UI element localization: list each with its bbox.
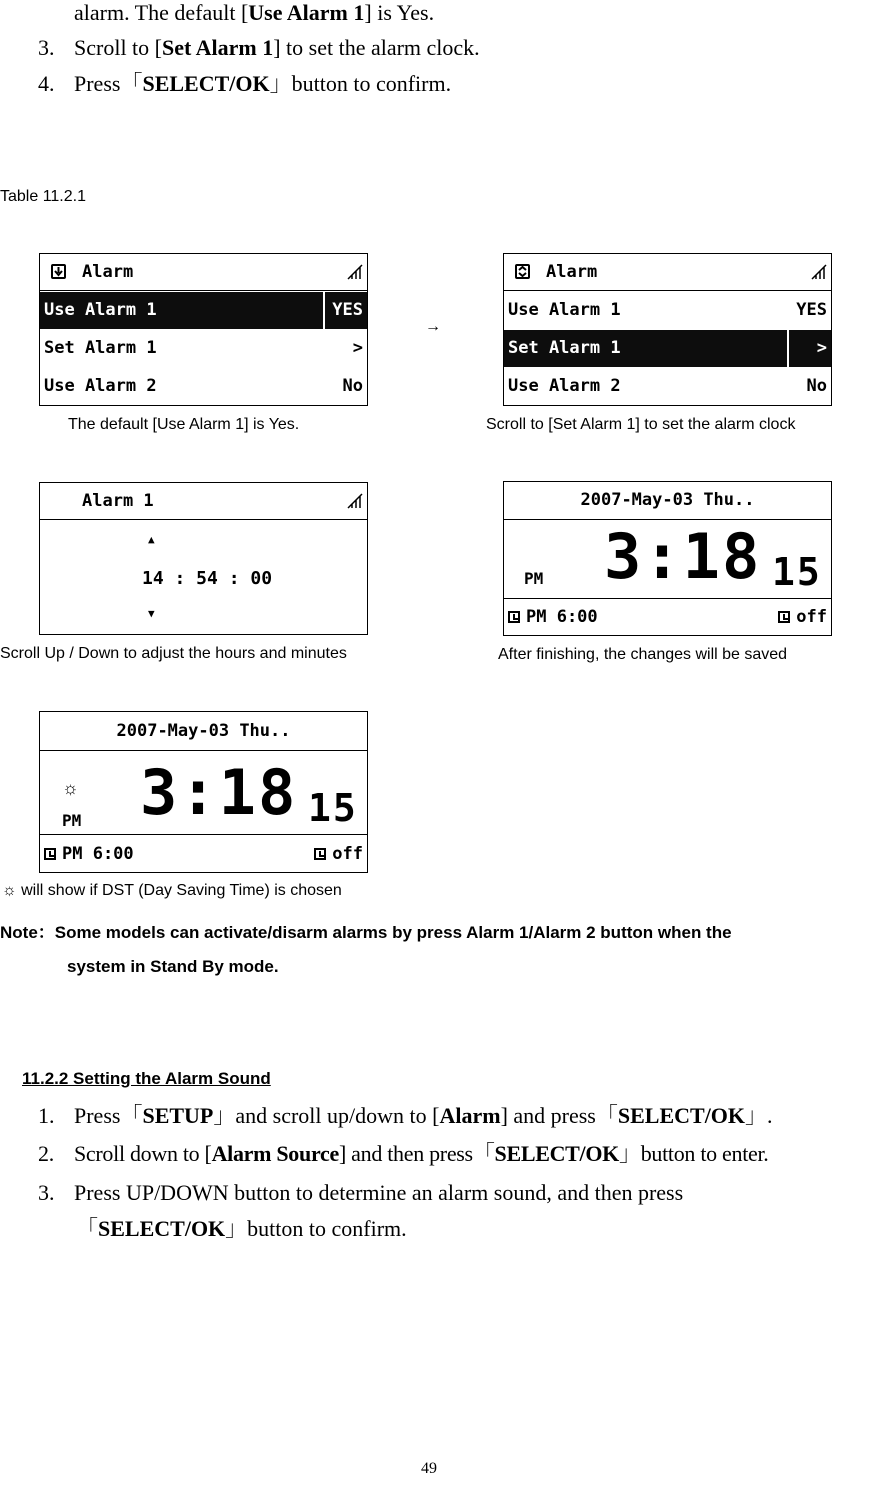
- row-value: >: [816, 338, 827, 358]
- row-value: >: [352, 338, 363, 358]
- menu-row-use-alarm-2[interactable]: [504, 368, 831, 405]
- alarm-1-status: [44, 844, 134, 864]
- signal-icon: [347, 493, 363, 509]
- text: Scroll to [: [74, 35, 162, 60]
- clock-icon: [778, 611, 790, 623]
- caption-screen-2: Scroll to [Set Alarm 1] to set the alarm clock: [486, 416, 796, 433]
- row-label: Set Alarm 1: [508, 338, 621, 358]
- text: ] and then press「: [338, 1141, 495, 1166]
- text: Press「: [74, 1103, 143, 1128]
- signal-icon: [347, 264, 363, 280]
- alarm-1-status: [508, 607, 598, 627]
- date-display: 2007-May-03 Thu..: [504, 482, 831, 520]
- text: ] to set the alarm clock.: [273, 35, 480, 60]
- section-step-1: [38, 1103, 773, 1129]
- screen-header: [40, 483, 367, 520]
- text: Press UP/DOWN button to determine an alarm sound, and then press: [74, 1180, 684, 1205]
- table-label: Table 11.2.1: [0, 188, 86, 205]
- alarm-1-time-screen: [39, 482, 368, 635]
- text: SELECT/OK: [617, 1103, 746, 1128]
- text: 」button to enter.: [619, 1141, 769, 1166]
- menu-row-use-alarm-2[interactable]: [40, 368, 367, 405]
- text: SETUP: [142, 1103, 214, 1128]
- row-label: Use Alarm 2: [508, 376, 621, 396]
- section-step-3: [38, 1180, 683, 1206]
- caption-screen-4: After finishing, the changes will be saved: [498, 646, 788, 663]
- text: Alarm: [439, 1103, 501, 1128]
- standby-clock-dst-screen: [39, 711, 368, 873]
- caption-screen-1: The default [Use Alarm 1] is Yes.: [68, 416, 300, 433]
- ampm-indicator: PM: [524, 569, 544, 588]
- alarm-2-state: off: [332, 844, 363, 864]
- down-arrow-icon[interactable]: ▼: [148, 607, 155, 620]
- dst-sun-icon: ☼: [2, 882, 17, 899]
- note-line-2: system in Stand By mode.: [67, 957, 279, 976]
- arrow-right: →: [425, 318, 441, 335]
- step-number: 1.: [38, 1103, 55, 1128]
- row-value: YES: [796, 300, 827, 320]
- text: Scroll down to [: [74, 1141, 212, 1166]
- alarm-1-time: PM 6:00: [526, 607, 598, 627]
- ampm-indicator: PM: [62, 811, 82, 830]
- text: 」.: [745, 1103, 773, 1128]
- clock-icon: [44, 848, 56, 860]
- page-number: 49: [421, 1460, 437, 1477]
- menu-row-set-alarm-1[interactable]: [504, 330, 831, 367]
- clock-seconds: 15: [308, 786, 358, 830]
- text: 」button to confirm.: [225, 1216, 407, 1241]
- text: 「: [76, 1216, 99, 1241]
- step-4: [38, 71, 451, 97]
- text: SELECT/OK: [494, 1141, 619, 1166]
- text: Alarm Source: [211, 1141, 339, 1166]
- step-number: 3.: [38, 1180, 55, 1205]
- row-label: Use Alarm 2: [44, 376, 157, 396]
- up-arrow-icon[interactable]: ▲: [148, 533, 155, 546]
- divider: [40, 834, 367, 835]
- down-arrow-box-icon: [51, 264, 66, 279]
- divider: [504, 598, 831, 599]
- section-step-3-cont: [76, 1216, 407, 1242]
- text: alarm. The default [: [74, 0, 249, 25]
- row-label: Set Alarm 1: [44, 338, 157, 358]
- caption-screen-5: [2, 882, 342, 900]
- text: 」and scroll up/down to [: [213, 1103, 440, 1128]
- row-label: Use Alarm 1: [44, 300, 157, 320]
- row-label: Use Alarm 1: [508, 300, 621, 320]
- screen-title: Alarm: [546, 262, 598, 282]
- step-number: 2.: [38, 1141, 54, 1166]
- divider: [323, 292, 325, 329]
- clock-icon: [508, 611, 520, 623]
- menu-row-set-alarm-1[interactable]: [40, 330, 367, 367]
- text: Press「: [74, 71, 143, 96]
- caption-screen-3: Scroll Up / Down to adjust the hours and minutes: [0, 645, 347, 662]
- alarm-menu-screen-default: [39, 253, 368, 406]
- screen-header: [504, 254, 831, 291]
- alarm-time-value[interactable]: 14 : 54 : 00: [142, 568, 273, 589]
- step-3: [38, 35, 480, 61]
- caption-text: will show if DST (Day Saving Time) is chosen: [21, 882, 342, 899]
- note-line-1: Note：Some models can activate/disarm alarms by press Alarm 1/Alarm 2 button when the: [0, 923, 732, 942]
- text: SELECT/OK: [142, 71, 270, 96]
- step-number: 3.: [38, 35, 55, 60]
- text: ] is Yes.: [364, 0, 435, 25]
- alarm-2-state: off: [796, 607, 827, 627]
- row-value: YES: [332, 300, 363, 320]
- row-value: No: [806, 376, 827, 396]
- dst-sun-icon: ☼: [62, 778, 79, 798]
- text: SELECT/OK: [98, 1216, 226, 1241]
- divider: [787, 330, 789, 367]
- clock-time: 3:18: [604, 520, 762, 593]
- text: ] and press「: [500, 1103, 618, 1128]
- text: 」button to confirm.: [269, 71, 452, 96]
- text: Set Alarm 1: [162, 35, 274, 60]
- text: Use Alarm 1: [248, 0, 365, 25]
- menu-row-use-alarm-1[interactable]: [40, 292, 367, 329]
- intro-line: [74, 0, 434, 26]
- screen-title: Alarm 1: [82, 491, 154, 511]
- clock-seconds: 15: [772, 550, 822, 594]
- up-down-box-icon: [515, 264, 530, 279]
- alarm-2-status: [314, 844, 363, 864]
- signal-icon: [811, 264, 827, 280]
- standby-clock-screen: [503, 481, 832, 636]
- screen-title: Alarm: [82, 262, 134, 282]
- section-step-2: [38, 1141, 769, 1167]
- screen-header: [40, 254, 367, 291]
- clock-icon: [314, 848, 326, 860]
- menu-row-use-alarm-1[interactable]: [504, 292, 831, 329]
- row-value: No: [342, 376, 363, 396]
- alarm-menu-screen-set: [503, 253, 832, 406]
- step-number: 4.: [38, 71, 55, 96]
- section-heading: 11.2.2 Setting the Alarm Sound: [22, 1069, 271, 1088]
- clock-time: 3:18: [140, 756, 298, 829]
- alarm-2-status: [778, 607, 827, 627]
- date-display: 2007-May-03 Thu..: [40, 712, 367, 751]
- alarm-1-time: PM 6:00: [62, 844, 134, 864]
